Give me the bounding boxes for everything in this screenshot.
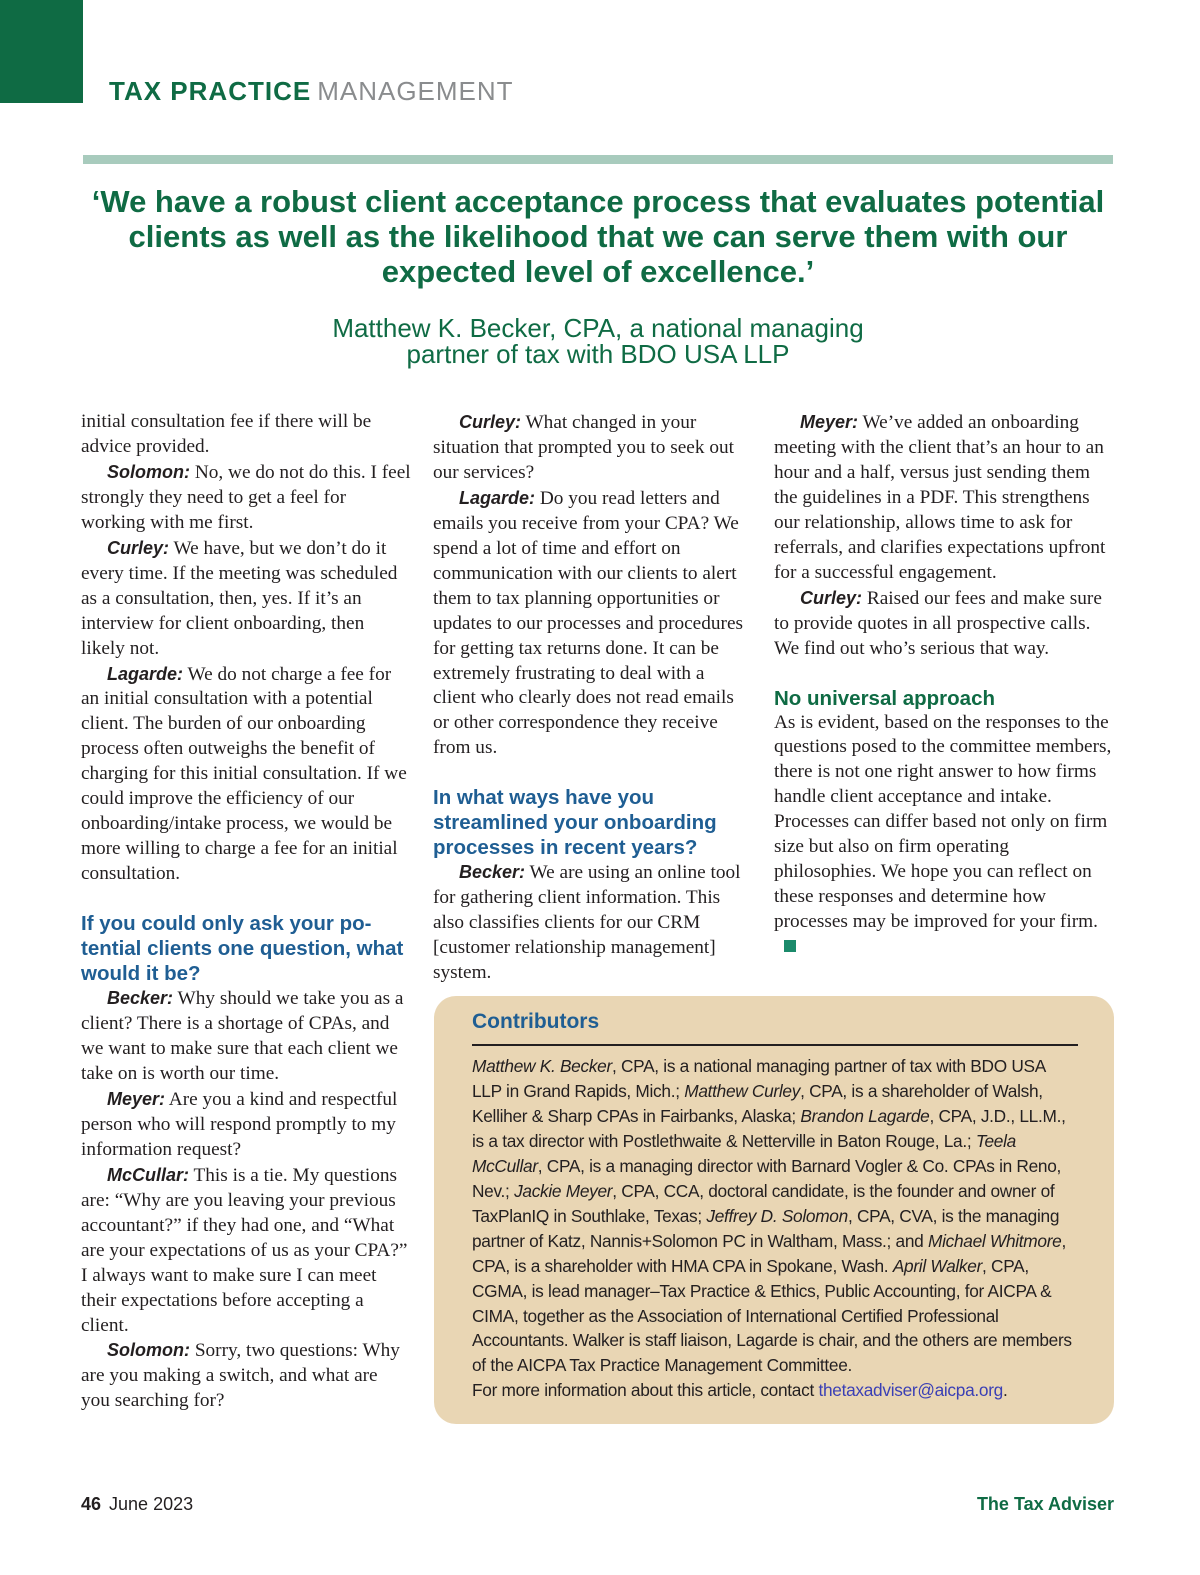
pull-quote (83, 184, 1113, 367)
contributor-name: Teela McCullar (472, 1130, 1016, 1176)
paragraph-text: We are using an online tool for gathering client information. This also classifies clients for our CRM [customer relationship management] system. (433, 862, 741, 984)
section-heading: In what ways have you streamlined your onboarding processes in recent years? (433, 786, 717, 860)
contributors-title: Contributors (472, 1010, 600, 1033)
paragraph-text: Raised our fees and make sure to provide quotes in all prospective calls. We find out who’s serious that way. (774, 587, 1102, 659)
paragraph (774, 711, 1114, 961)
paragraph (433, 860, 743, 986)
page-number: 46 (81, 1494, 102, 1514)
publication-name: The Tax Adviser (976, 1494, 1114, 1514)
speaker-name: McCullar: (107, 1164, 190, 1185)
contact-line (472, 1378, 1076, 1403)
contributor-name: Matthew Curley (684, 1080, 801, 1101)
section-heading: No universal approach (774, 686, 996, 710)
paragraph (81, 1163, 411, 1339)
contributor-name: Jeffrey D. Solomon (706, 1205, 848, 1226)
contributor-name: Jackie Meyer (514, 1180, 613, 1201)
speaker-name: Meyer: (107, 1088, 166, 1109)
paragraph-text: We have, but we don’t do it every time. If the meeting was scheduled as a consultation, then, yes. If it’s an interview for client onboarding, then likely not. (81, 537, 398, 659)
contributor-bio: , CPA, J.D., LL.M., is a tax director with Postlethwaite & Netterville in Baton Rouge, La.; (472, 1105, 1066, 1151)
speaker-name: Lagarde: (459, 487, 536, 508)
paragraph-text: Are you a kind and respectful person who will respond promptly to my information request? (81, 1088, 398, 1160)
paragraph (81, 1338, 411, 1414)
speaker-name: Curley: (459, 412, 522, 432)
pull-quote-text: ‘We have a robust client acceptance process that evaluates potential clients as well as the likelihood that we can serve them with our expected level of excellence.’ (91, 184, 1105, 289)
contributor-bio: , CPA, is a managing director with Barnard Vogler & Co. CPAs in Reno, Nev.; (472, 1155, 1062, 1201)
contributor-bio: , CPA, CGMA, is lead manager–Tax Practice & Ethics, Public Accounting, for AICPA & CIMA, together as the Association of International Certified Professional Accountants. Walker is staff liaison, Lagarde is chair, and the others are members of the AICPA Tax Practice Management Committee. (472, 1255, 1072, 1376)
pull-quote-attribution (83, 315, 1113, 367)
section-title-light: MANAGEMENT (317, 76, 514, 106)
paragraph-text: Sorry, two questions: Why are you making a switch, and what are you searching for? (81, 1340, 400, 1412)
contributors-box (434, 996, 1114, 1424)
paragraph-text: We’ve added an onboarding meeting with the client that’s an hour to an hour and a half, versus just sending them the guidelines in a PDF. This strengthens our relationship, allows time to ask for referrals, and clarifies expectations upfront for a successful engagement. (774, 412, 1106, 583)
paragraph (433, 410, 743, 486)
paragraph: initial consultation fee if there will be advice provided. (81, 411, 372, 457)
speaker-name: Becker: (107, 988, 174, 1009)
contact-text: For more information about this article, contact (472, 1380, 819, 1401)
speaker-name: Lagarde: (107, 663, 184, 684)
paragraph (81, 662, 411, 888)
contributor-bio: , CPA, CCA, doctoral candidate, is the founder and owner of TaxPlanIQ in Southlake, Texas; (472, 1180, 1055, 1226)
header-rule (83, 155, 1113, 164)
contributors-rule (472, 1044, 1078, 1046)
speaker-name: Curley: (107, 537, 170, 558)
section-title-bold: TAX PRACTICE (109, 76, 312, 106)
contributor-bio: , CPA, CVA, is the managing partner of Katz, Nannis+Solomon PC in Waltham, Mass.; and (472, 1205, 1060, 1251)
attribution-line-2: partner of tax with BDO USA LLP (406, 339, 790, 369)
paragraph (81, 460, 411, 536)
contributor-name: Matthew K. Becker (472, 1056, 612, 1076)
paragraph-text: Do you read letters and emails you receive from your CPA? We spend a lot of time and effort on communication with our clients to alert them to tax planning opportunities or updates to our processes and procedures for getting tax returns done. It can be extremely frustrating to deal with a client who clearly does not read emails or other correspondence they receive from us. (433, 487, 744, 759)
contributor-bio: , CPA, is a shareholder of Walsh, Kelliher & Sharp CPAs in Fairbanks, Alaska; (472, 1080, 1043, 1126)
speaker-name: Solomon: (107, 1340, 190, 1361)
attribution-line-1: Matthew K. Becker, CPA, a national managing (332, 313, 864, 343)
end-of-article-mark (784, 940, 796, 952)
contributor-name: Michael Whitmore (927, 1230, 1062, 1251)
paragraph (774, 410, 1114, 586)
section-heading: If you could only ask your potential clients one question, what would it be? (81, 912, 404, 986)
paragraph-text: We do not charge a fee for an initial consultation with a potential client. The burden of our onboarding process often outweighs the benefit of charging for this initial consultation. If we could improve the efficiency of our onboarding/intake process, we would be more willing to charge a fee for an initial consultation. (81, 663, 407, 885)
contributors-text (472, 1054, 1076, 1378)
article-column-3 (774, 410, 1114, 960)
paragraph (81, 986, 411, 1087)
article-column-2 (433, 410, 743, 986)
contributor-bio: , CPA, is a national managing partner of tax with BDO USA LLP in Grand Rapids, Mich.; (472, 1056, 1046, 1101)
speaker-name: Meyer: (800, 412, 859, 432)
paragraph-text: This is a tie. My questions are: “Why are you leaving your previous accountant?” if they had one, and “What are your expectations of us as your CPA?” I always want to make sure I can meet their expectations before accepting a client. (81, 1164, 408, 1336)
paragraph (81, 1087, 411, 1163)
footer-left (81, 1494, 193, 1515)
paragraph (81, 536, 411, 662)
contributor-name: April Walker (892, 1255, 983, 1276)
article-column-1 (81, 410, 411, 1414)
corner-color-block (0, 0, 83, 103)
speaker-name: Curley: (800, 587, 863, 608)
paragraph-text: As is evident, based on the responses to the questions posed to the committee members, there is not one right answer to how firms handle client acceptance and intake. Processes can differ based not only on firm size but also on firm operating philosophies. We hope you can reflect on these responses and determine how processes may be improved for your firm. (774, 711, 1112, 933)
paragraph-text: Why should we take you as a client? There is a shortage of CPAs, and we want to make sure that each client we take on is worth our time. (81, 988, 404, 1084)
issue-date: June 2023 (109, 1494, 194, 1514)
paragraph-text: What changed in your situation that prompted you to seek out our services? (433, 412, 734, 483)
paragraph (433, 486, 743, 761)
contributor-name: Brandon Lagarde (800, 1105, 930, 1126)
speaker-name: Becker: (459, 862, 526, 883)
contributor-bio: , CPA, is a shareholder with HMA CPA in Spokane, Wash. (472, 1230, 1066, 1276)
paragraph-text: No, we do not do this. I feel strongly they need to get a feel for working with me first. (81, 461, 411, 533)
speaker-name: Solomon: (107, 461, 190, 482)
contact-email-link[interactable]: thetaxadviser@aicpa.org (818, 1380, 1003, 1401)
contact-end: . (1002, 1380, 1008, 1401)
paragraph (774, 586, 1114, 662)
section-header (109, 76, 514, 107)
